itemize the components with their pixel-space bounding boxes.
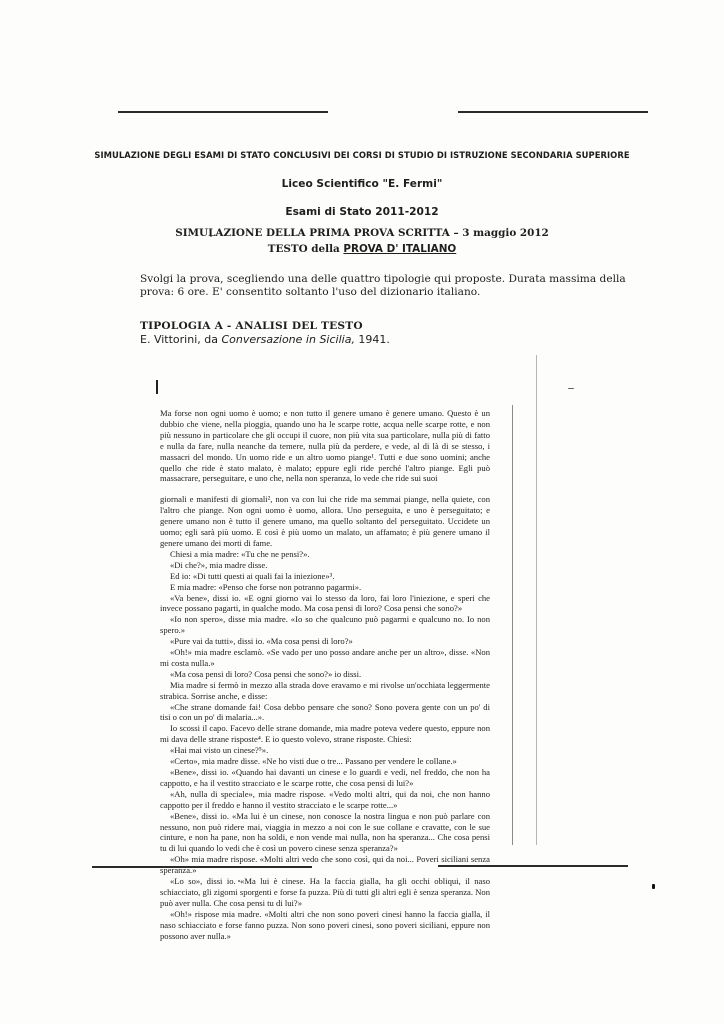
dialogue-line: «Oh» mia madre rispose. «Molti altri vedo che sono così, qui da noi... Poveri siciliani senza speranza.» — [160, 854, 490, 876]
instructions: Svolgi la prova, scegliendo una delle quattro tipologie qui proposte. Durata massima della prova: 6 ore. E' consentito soltanto l'uso del dizionario italiano. — [140, 273, 626, 298]
text-title-prefix: TESTO della — [267, 243, 344, 255]
excerpt-text — [160, 408, 490, 942]
scan-speck — [568, 388, 574, 389]
text-title — [0, 243, 724, 255]
dialogue-line: E mia madre: «Penso che forse non potranno pagarmi». — [170, 581, 362, 592]
school-name: Liceo Scientifico "E. Fermi" — [281, 178, 443, 190]
dialogue-line: Io scossi il capo. Facevo delle strane domande, mia madre poteva vedere questo, eppure non mi dava delle strane risposte⁴. E io questo volevo, strane risposte. Chiesi: — [160, 723, 490, 745]
dialogue-line: Chiesi a mia madre: «Tu che ne pensi?». — [170, 548, 310, 559]
dialogue-line: «Bene», dissi io. «Ma lui è un cinese, non conosce la nostra lingua e non può parlare con nessuno, non può ridere mai, viaggia in mezzo a noi con le sue collane e cravatte, con le sue cinture, e non ha pane, non ha soldi, e non vende mai nulla, non ha speranza... Che cosa pensi tu di lui quando lo vedi che è così un povero cinese senza speranza?» — [160, 810, 490, 854]
dialogue-line: «Oh!» mia madre esclamò. «Se vado per uno posso andare anche per un altro», disse. «Non mi costa nulla.» — [160, 647, 490, 668]
source-author: E. Vittorini, da — [140, 333, 222, 346]
tipologia-heading: TIPOLOGIA A - ANALISI DEL TESTO — [140, 320, 363, 332]
source-year: 1941. — [354, 333, 390, 346]
dialogue-line: «Io non spero», disse mia madre. «Io so che qualcuno può pagarmi e qualcuno no. Io non spero.» — [160, 614, 490, 636]
top-rule-right — [458, 111, 648, 113]
dialogue-line: «Ah, nulla di speciale», mia madre rispose. «Vedo molti altri, qui da noi, che non hanno cappotto per il freddo e hanno il vestito stracciato e le scarpe rotte...» — [160, 788, 490, 810]
dialogue-line: «Di che?», mia madre disse. — [170, 559, 268, 570]
top-rule-left — [118, 111, 328, 113]
source-line — [140, 333, 390, 346]
dialogue-line: «Oh!» rispose mia madre. «Molti altri che non sono poveri cinesi hanno la faccia gialla, il naso schiacciato e forse fanno puzza. Non sono poveri cinesi, sono poveri siciliani, eppure non possono aver nulla.» — [160, 908, 490, 941]
dialogue-line: «Va bene», dissi io. «E ogni giorno vai lo stesso da loro, fai loro l'iniezione, e speri che invece possano pagarti, in qualche modo. Ma cosa pensi di loro? Cosa pensi che sono?» — [160, 592, 490, 614]
dialogue-line: «Certo», mia madre disse. «Ne ho visti due o tre... Passano per vendere le collane.» — [170, 756, 457, 767]
dialogue-line: «Lo so», dissi io. «Ma lui è cinese. Ha la faccia gialla, ha gli occhi obliqui, il naso schiacciato, gli zigomi sporgenti e forse fa puzza. Più di tutti gli altri egli è senza speranza. Non può aver nulla. Che cosa pensi tu di lui?» — [160, 876, 490, 908]
simulation-title: SIMULAZIONE DELLA PRIMA PROVA SCRITTA – 3 maggio 2012 — [175, 227, 549, 239]
dialogue-line: «Che strane domande fai! Cosa debbo pensare che sono? Sono povera gente con un po' di tisi o con un po' di malaria...». — [160, 701, 490, 723]
excerpt-paragraph: Ma forse non ogni uomo è uomo; e non tutto il genere umano è genere umano. Questo è un dubbio che viene, nella pioggia, quando uno ha le scarpe rotte, acqua nelle scarpe rotte, e non più nessuno in particolare che gli occupi il cuore, non più vita sua particolare, nulla più di fatto e nulla da fare, nulla neanche da temere, nulla più da perdere, e vede, al di là di se stesso, i massacri del mondo. Un uomo ride e un altro uomo piange¹. Tutti e due sono uomini; anche quello che ride è stato malato, è malato; eppure egli ride perché l'altro piange. Egli può massacrare, perseguitare, e uno che, nella non speranza, lo vede che ride sui suoi — [160, 408, 490, 484]
dialogue-line: «Pure vai da tutti», dissi io. «Ma cosa pensi di loro?» — [170, 636, 353, 647]
scan-margin-line-2 — [536, 355, 537, 845]
text-title-underlined: PROVA D' ITALIANO — [343, 243, 457, 255]
source-work: Conversazione in Sicilia, — [221, 333, 355, 346]
scan-margin-line — [512, 405, 513, 845]
dialogue-line: Mia madre si fermò in mezzo alla strada dove eravamo e mi rivolse un'occhiata leggermente strabica. Sorrise anche, e disse: — [160, 679, 490, 701]
dialogue-line: Ed io: «Di tutti questi ai quali fai la iniezione»³. — [170, 570, 335, 581]
exam-session: Esami di Stato 2011-2012 — [285, 206, 439, 218]
scan-speck — [652, 884, 655, 889]
scan-mark — [156, 380, 158, 394]
dialogue-line: «Hai mai visto un cinese?⁵». — [170, 745, 269, 756]
dialogue-line: «Ma cosa pensi di loro? Cosa pensi che sono?» io dissi. — [170, 668, 362, 679]
excerpt-paragraph: giornali e manifesti di giornali², non va con lui che ride ma semmai piange, nella quiete, con l'altro che piange. Non ogni uomo è uomo, allora. Uno perseguita, e uno è perseguitato; e genere umano non è tutto il genere umano, ma quello soltanto del perseguitato. Uccidete un uomo; egli sarà più uomo. E così è più uomo un malato, un affamato; è più genere umano il genere umano dei morti di fame. — [160, 494, 490, 548]
dialogue-line: «Bene», dissi io. «Quando hai davanti un cinese e lo guardi e vedi, nel freddo, che non ha cappotto, e ha il vestito stracciato e le scarpe rotte, che cosa pensi di lui?» — [160, 767, 490, 788]
exam-title: SIMULAZIONE DEGLI ESAMI DI STATO CONCLUSIVI DEI CORSI DI STUDIO DI ISTRUZIONE SECONDARIA SUPERIORE — [94, 150, 630, 160]
